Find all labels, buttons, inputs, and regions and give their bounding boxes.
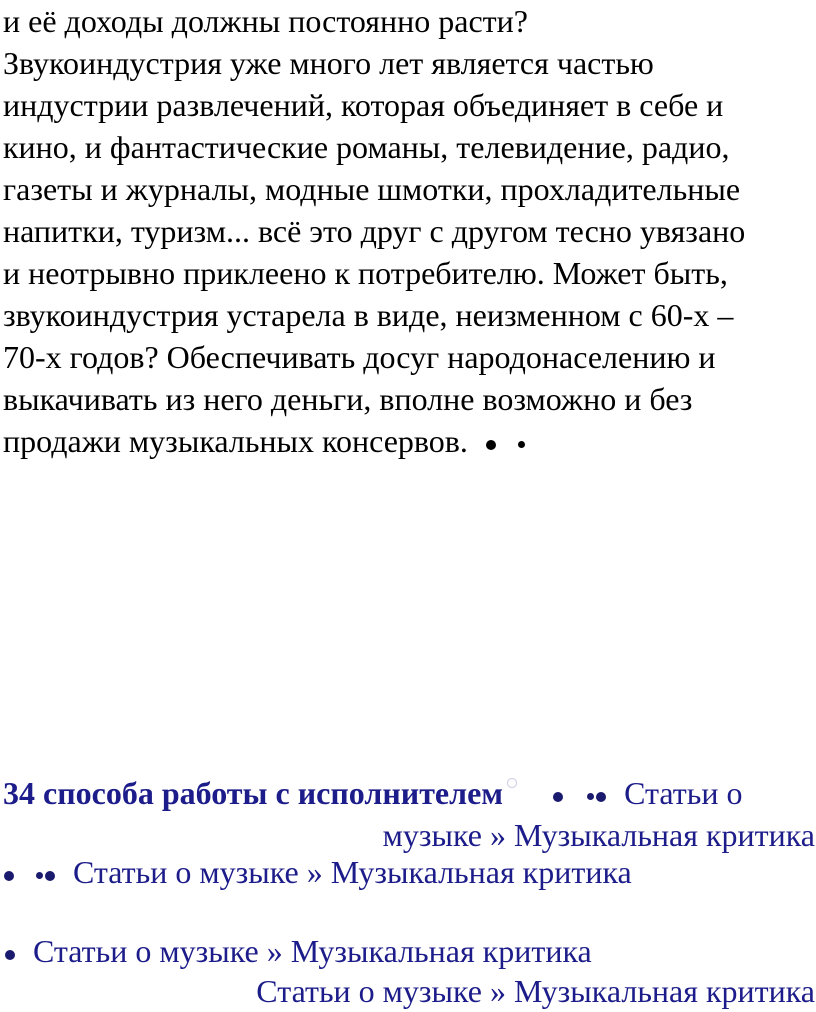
related-links-row-4 xyxy=(3,930,815,972)
paragraph-line: звукоиндустрия устарела в виде, неизменном с 60-х – xyxy=(3,297,734,333)
related-links-row-1 xyxy=(3,772,815,814)
related-article-title-link[interactable]: 34 способа работы с исполнителем xyxy=(3,775,504,811)
bullet-icon xyxy=(486,440,496,450)
circle-icon xyxy=(507,778,517,788)
bullet-icon xyxy=(36,872,43,879)
paragraph-line: и её доходы должны постоянно расти? xyxy=(3,3,528,39)
related-links-row-2 xyxy=(3,814,815,856)
paragraph-line: выкачивать из него деньги, вполне возможно и без xyxy=(3,381,693,417)
related-links-row-5 xyxy=(3,970,815,1012)
paragraph-line: кино, и фантастические романы, телевидение, радио, xyxy=(3,129,730,165)
paragraph-line: и неотрывно приклеено к потребителю. Может быть, xyxy=(3,255,728,291)
paragraph-line-last xyxy=(3,420,815,462)
bullet-icon xyxy=(587,793,594,800)
bullet-icon xyxy=(518,441,525,448)
bullet-icon xyxy=(45,871,55,881)
article-paragraph xyxy=(3,0,815,462)
paragraph-line: индустрии развлечений, которая объединяет в себе и xyxy=(3,87,724,123)
breadcrumb-link[interactable]: Статьи о музыке » Музыкальная критика xyxy=(73,854,632,890)
breadcrumb-link[interactable]: Статьи о xyxy=(624,775,743,811)
paragraph-line: 70-х годов? Обеспечивать досуг народонаселению и xyxy=(3,339,716,375)
breadcrumb-link[interactable]: Статьи о музыке » Музыкальная критика xyxy=(256,973,815,1009)
breadcrumb-link[interactable]: музыке » Музыкальная критика xyxy=(382,817,815,853)
bullet-icon xyxy=(5,950,15,960)
paragraph-line: напитки, туризм... всё это друг с другом тесно увязано xyxy=(3,213,746,249)
paragraph-line: газеты и журналы, модные шмотки, прохладительные xyxy=(3,171,741,207)
bullet-icon xyxy=(553,792,563,802)
related-links-row-3 xyxy=(3,851,815,893)
breadcrumb-link[interactable]: Статьи о музыке » Музыкальная критика xyxy=(33,933,592,969)
paragraph-line-text: продажи музыкальных консервов. xyxy=(3,423,468,459)
bullet-icon xyxy=(4,871,14,881)
paragraph-line: Звукоиндустрия уже много лет является частью xyxy=(3,45,654,81)
bullet-icon xyxy=(596,792,606,802)
